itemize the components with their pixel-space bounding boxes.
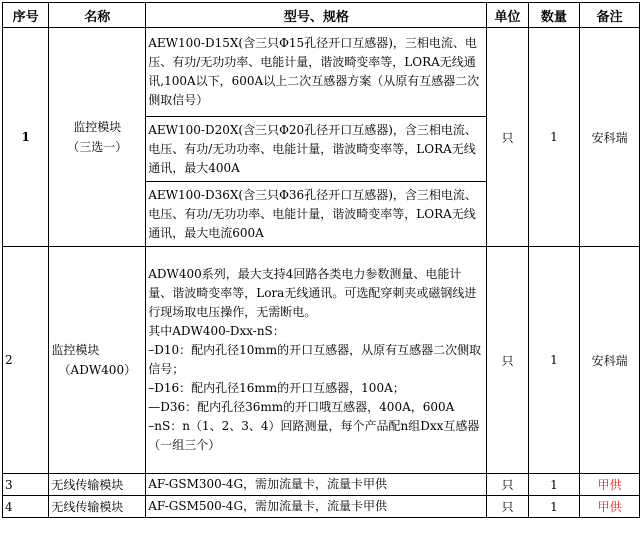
row2-spec-model: 其中ADW400-Dxx-nS：: [148, 324, 285, 338]
row1-name-cell: [49, 28, 146, 247]
row2-spec-cell: [146, 247, 487, 474]
row2-spec-d36: —D36：配内孔径36mm的开口哦互感器，400A，600A: [148, 400, 455, 414]
row2-qty: 1: [528, 247, 580, 474]
row1-note: 安科瑞: [580, 28, 640, 247]
table-row: [3, 496, 640, 518]
row3-qty: 1: [528, 474, 580, 496]
row1-name-sub: （三选一）: [67, 140, 128, 154]
row2-no: 2: [3, 247, 49, 474]
header-note: 备注: [580, 3, 640, 28]
row1-spec-option-c: AEW100-D36X(含三只Φ36孔径开口互感器)，含三相电流、电压、有功/无功功率、电能计量，谐波畸变率等，LORA无线通讯，最大电流600A: [146, 182, 487, 247]
row1-name: 监控模块: [73, 120, 122, 134]
header-name: 名称: [49, 3, 146, 28]
row3-spec: AF-GSM300-4G，需加流量卡，流量卡甲供: [146, 474, 487, 496]
row1-unit: 只: [487, 28, 528, 247]
row2-spec-d10: –D10：配内孔径10mm的开口互感器，从原有互感器二次侧取信号；: [148, 343, 482, 376]
row4-qty: 1: [528, 496, 580, 518]
table-row: [3, 247, 640, 474]
row3-unit: 只: [487, 474, 528, 496]
row2-spec-ns: –nS：n（1、2、3、4）回路测量，每个产品配n组Dxx互感器（一组三个）: [148, 419, 480, 452]
row2-spec-d16: –D16：配内孔径16mm的开口互感器，100A；: [148, 381, 405, 395]
row3-name: 无线传输模块: [49, 474, 146, 496]
header-spec: 型号、规格: [146, 3, 487, 28]
row2-name-sub: （ADW400）: [58, 363, 137, 377]
header-no: 序号: [3, 3, 49, 28]
row2-unit: 只: [487, 247, 528, 474]
header-qty: 数量: [528, 3, 580, 28]
row2-note: 安科瑞: [580, 247, 640, 474]
row4-no: 4: [3, 496, 49, 518]
row3-no: 3: [3, 474, 49, 496]
row3-note: 甲供: [580, 474, 640, 496]
header-row: [3, 3, 640, 28]
row2-name: 监控模块: [51, 343, 100, 357]
row4-unit: 只: [487, 496, 528, 518]
row4-note: 甲供: [580, 496, 640, 518]
row2-name-cell: [49, 247, 146, 474]
spec-table: [2, 2, 640, 518]
row1-qty: 1: [528, 28, 580, 247]
row1-spec-option-b: AEW100-D20X(含三只Φ20孔径开口互感器)，含三相电流、电压、有功/无功功率、电能计量，谐波畸变率等，LORA无线通讯，最大400A: [146, 117, 487, 182]
table-row: [3, 28, 640, 117]
table-row: [3, 474, 640, 496]
header-unit: 单位: [487, 3, 528, 28]
row4-spec: AF-GSM500-4G，需加流量卡，流量卡甲供: [146, 496, 487, 518]
row4-name: 无线传输模块: [49, 496, 146, 518]
row1-no: 1: [3, 28, 49, 247]
row1-spec-option-a: AEW100-D15X(含三只Φ15孔径开口互感器)，三相电流、电压、有功/无功功率、电能计量，谐波畸变率等，LORA无线通讯,100A以下，600A以上二次互感器方案（从原有互感器二次侧取信号）: [146, 28, 487, 117]
row2-spec-intro: ADW400系列，最大支持4回路各类电力参数测量、电能计量、谐波畸变率等，Lora无线通讯。可选配穿刺夹或磁钢线进行现场取电压操作，无需断电。: [148, 267, 477, 319]
